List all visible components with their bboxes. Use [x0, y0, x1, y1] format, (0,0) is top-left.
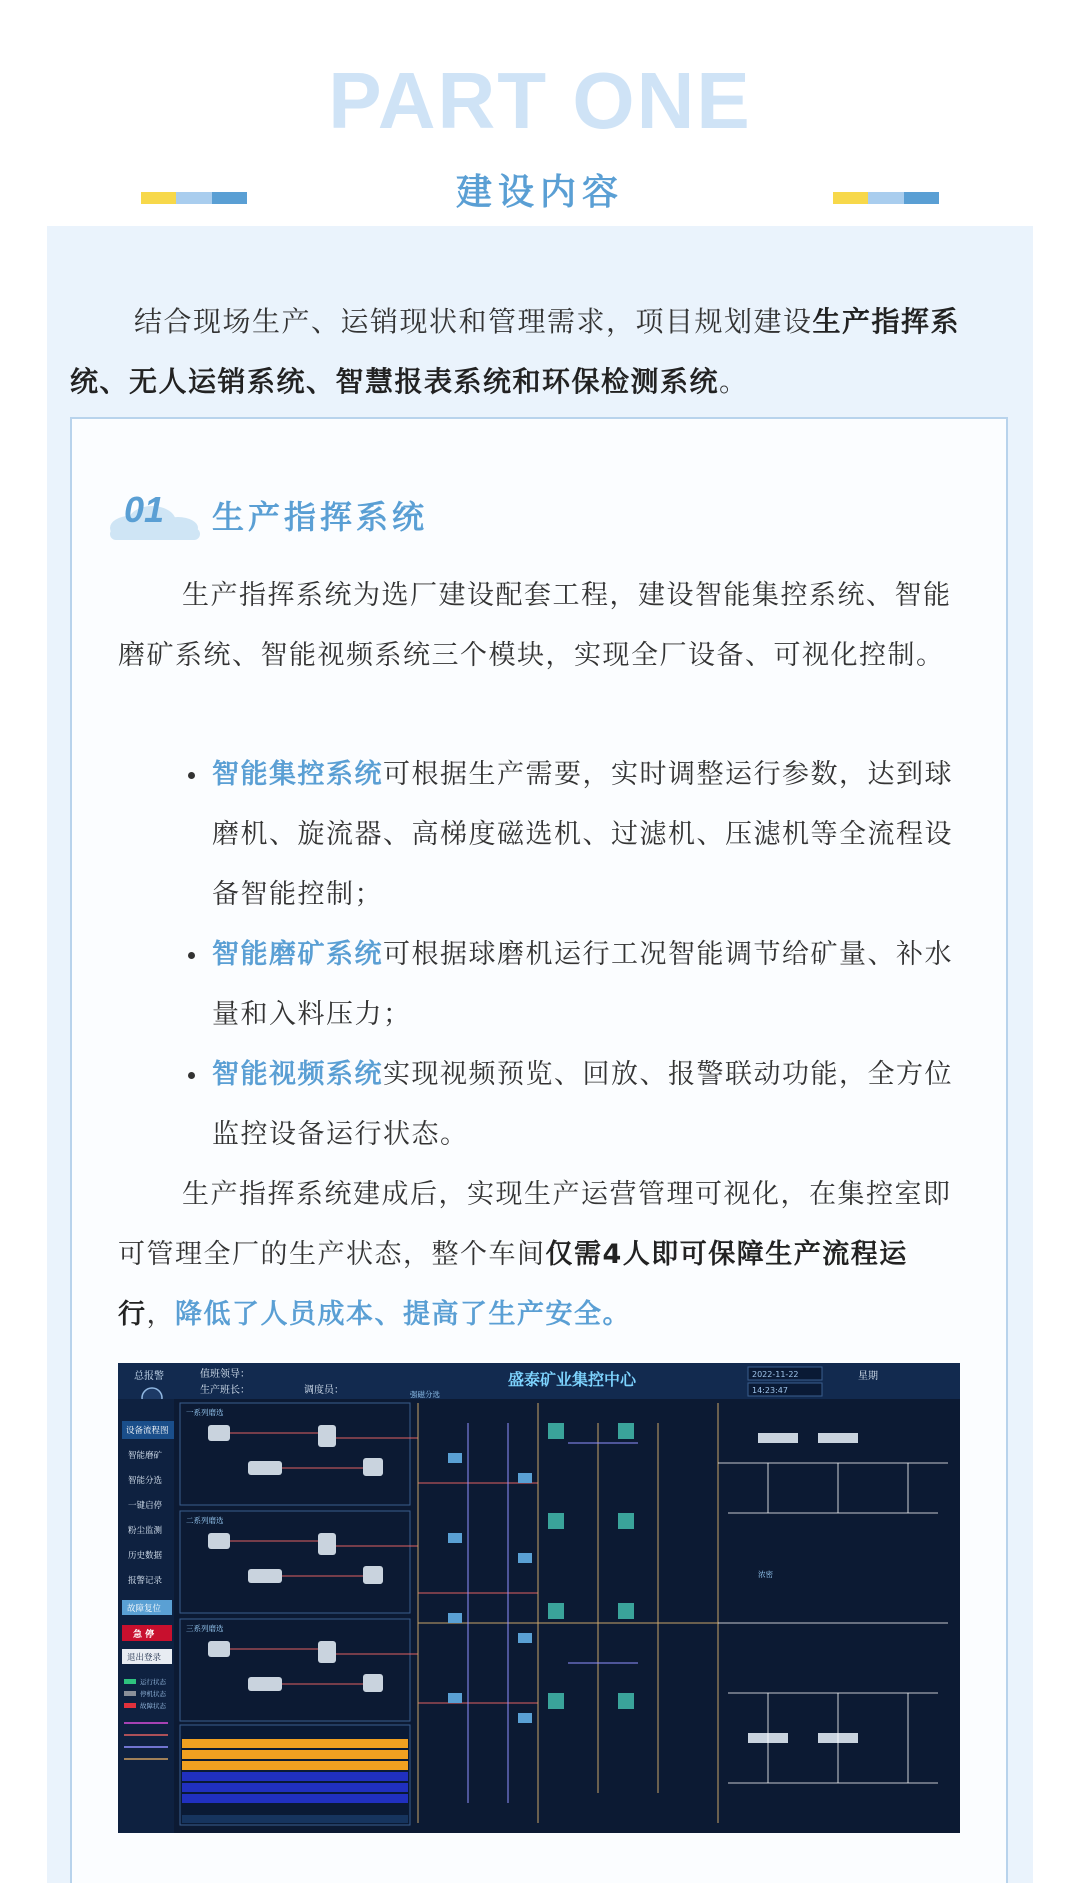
part-title: PART ONE [328, 56, 752, 145]
logout-button[interactable]: 退出登录 [127, 1653, 162, 1663]
section-subtitle: 建设内容 [455, 172, 624, 213]
emergency-stop-button[interactable]: 急 停 [133, 1630, 155, 1640]
deco-lightblue [868, 192, 903, 204]
menu-item[interactable]: 智能分选 [128, 1476, 163, 1486]
section-title: 生产指挥系统 [212, 498, 429, 536]
section-number: 01 [124, 489, 165, 530]
feature-highlight: 智能集控系统 [212, 759, 383, 790]
para2-bold: 仅需4人即可保障生产流程运行 [118, 1239, 908, 1330]
scada-top-alarm: 总报警 [134, 1371, 164, 1382]
deco-yellow [833, 192, 868, 204]
menu-item[interactable]: 故障复位 [127, 1604, 162, 1614]
feature-highlight: 智能磨矿系统 [212, 939, 383, 970]
menu-item[interactable]: 报警记录 [128, 1576, 163, 1586]
intro-bold-text: 生产指挥系统、无人运销系统、智慧报表系统和环保检测系统 [70, 305, 961, 398]
feature-list [150, 745, 960, 1165]
menu-item[interactable]: 设备流程图 [126, 1426, 169, 1436]
feature-text: 实现视频预览、回放、报警联动功能，全方位监控设备运行状态。 [212, 1059, 953, 1150]
para2-highlight: 降低了人员成本、提高了生产安全。 [175, 1299, 631, 1330]
title-decoration-right [833, 192, 939, 204]
feature-item [150, 745, 960, 925]
scada-dispatch-label: 调度员： [304, 1385, 344, 1396]
section-paragraph-1: 生产指挥系统为选厂建设配套工程，建设智能集控系统、智能磨矿系统、智能视频系统三个模块，实现全厂设备、可视化控制。 [118, 580, 952, 671]
menu-item[interactable]: 智能磨矿 [128, 1451, 163, 1461]
series-label: 二系列磨选 [186, 1516, 224, 1525]
legend-label: 停机状态 [140, 1690, 166, 1698]
section-heading [102, 488, 602, 548]
series-label: 一系列磨选 [186, 1408, 224, 1417]
feature-item [150, 925, 960, 1045]
right-section-label: 浓密 [758, 1570, 773, 1579]
scada-title: 盛泰矿业集控中心 [508, 1370, 637, 1389]
intro-text: 结合现场生产、运销现状和管理需求，项目规划建设 [134, 305, 813, 338]
legend-label: 运行状态 [140, 1678, 166, 1686]
series-label: 三系列磨选 [186, 1624, 224, 1633]
menu-item[interactable]: 粉尘监测 [128, 1526, 163, 1536]
intro-end: 。 [719, 365, 749, 398]
feature-item [150, 1045, 960, 1165]
para2-separator: ， [146, 1299, 175, 1330]
cloud-number-badge [102, 488, 212, 548]
feature-highlight: 智能视频系统 [212, 1059, 383, 1090]
feature-text: 可根据生产需要，实时调整运行参数，达到球磨机、旋流器、高梯度磁选机、过滤机、压滤机等全流程设备智能控制； [212, 759, 953, 910]
scada-control-screenshot [118, 1363, 960, 1833]
section-paragraph-2 [118, 1165, 960, 1345]
deco-blue [904, 192, 939, 204]
scada-weekday: 星期 [858, 1371, 878, 1382]
mid-section-label: 强磁分选 [410, 1390, 440, 1399]
scada-duty-label: 值班领导： [200, 1369, 250, 1380]
para2-text: 生产指挥系统建成后，实现生产运营管理可视化，在集控室即可管理全厂的生产状态，整个车间 [118, 1179, 952, 1270]
scada-time: 14:23:47 [752, 1386, 788, 1395]
feature-text: 可根据球磨机运行工况智能调节给矿量、补水量和入料压力； [212, 939, 953, 1030]
menu-item[interactable]: 历史数据 [128, 1551, 163, 1561]
intro-paragraph [70, 292, 1010, 412]
legend-label: 故障状态 [140, 1702, 166, 1710]
menu-item[interactable]: 一键启停 [128, 1501, 163, 1511]
scada-date: 2022-11-22 [752, 1370, 799, 1379]
scada-prod-label: 生产班长： [200, 1385, 250, 1396]
